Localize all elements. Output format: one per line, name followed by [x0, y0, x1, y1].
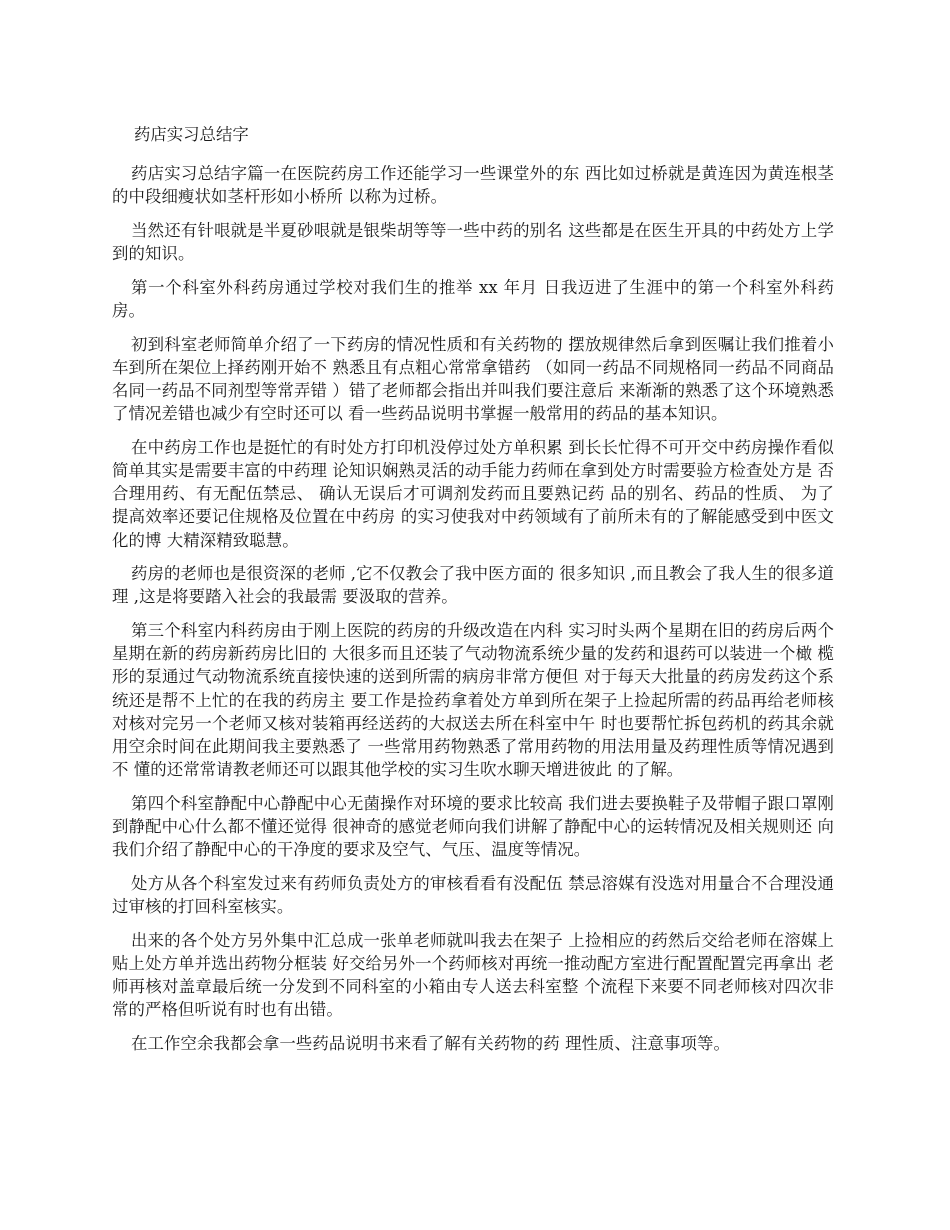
document-title: 药店实习总结字: [134, 125, 249, 144]
document-page: [112, 123, 834, 1065]
paragraph-intro: 药店实习总结字篇一在医院药房工作还能学习一些课堂外的东 西比如过桥就是黄连因为黄连根茎的中段细瘦状如茎杆形如小桥所 以称为过桥。: [112, 164, 834, 207]
paragraph-prescription-review: 处方从各个科室发过来有药师负责处方的审核看看有没配伍 禁忌溶媒有没选对用量合不合理没通过审核的打回科室核实。: [112, 873, 834, 917]
paragraph-herb-aliases: 当然还有针哏就是半夏砂哏就是银柴胡等等一些中药的别名 这些都是在医生开具的中药处方上学到的知识。: [112, 221, 834, 264]
paragraph-workflow: 出来的各个处方另外集中汇总成一张单老师就叫我去在架子 上捡相应的药然后交给老师在溶媒上贴上处方单并选出药物分框装 好交给另外一个药师核对再统一推动配方室进行配置配置完再拿出 老师再核对盖章最后统一分发到不同科室的小箱由专人送去科室整 个流程下来要不同老师核对四次非常的严格但听说有时也有出错。: [112, 930, 834, 1020]
paragraph-spare-time: 在工作空余我都会拿一些药品说明书来看了解有关药物的药 理性质、注意事项等。: [131, 1033, 730, 1053]
paragraph-pivas: 第四个科室静配中心静配中心无菌操作对环境的要求比较高 我们进去要换鞋子及带帽子跟口罩刚到静配中心什么都不懂还觉得 很神奇的感觉老师向我们讲解了静配中心的运转情况及相关规则还 向我们介绍了静配中心的干净度的要求及空气、气压、温度等情况。: [112, 793, 834, 860]
paragraph-teachers: 药房的老师也是很资深的老师 ,它不仅教会了我中医方面的 很多知识 ,而且教会了我人生的很多道理 ,这是将要踏入社会的我最需 要汲取的营养。: [112, 564, 834, 607]
paragraph-tcm-pharmacy: 在中药房工作也是挺忙的有时处方打印机没停过处方单积累 到长长忙得不可开交中药房操作看似简单其实是需要丰富的中药理 论知识娴熟灵活的动手能力药师在拿到处方时需要验方检查处方是 否合理用药、有无配伍禁忌、 确认无误后才可调剂发药而且要熟记药 品的别名、药品的性质、 为了提高效率还要记住规格及位置在中药房 的实习使我对中药领域有了前所未有的了解能感受到中医文化的博 大精深精致聪慧。: [112, 437, 834, 550]
paragraph-internal-pharmacy: 第三个科室内科药房由于刚上医院的药房的升级改造在内科 实习时头两个星期在旧的药房后两个星期在新的药房新药房比旧的 大很多而且还装了气动物流系统少量的发药和退药可以装进一个橄 榄形的泵通过气动物流系统直接快速的送到所需的病房非常方便但 对于每天大批量的药房发药这个系统还是帮不上忙的在我的药房主 要工作是捡药拿着处方单到所在架子上捡起所需的药品再给老师核 对核对完另一个老师又核对装箱再经送药的大叔送去所在科室中午 时也要帮忙拆包药机的药其余就用空余时间在此期间我主要熟悉了 一些常用药物熟悉了常用药物的用法用量及药理性质等情况遇到不 懂的还常常请教老师还可以跟其他学校的实习生吹水聊天增进彼此 的了解。: [112, 621, 834, 780]
paragraph-first-days: 初到科室老师简单介绍了一下药房的情况性质和有关药物的 摆放规律然后拿到医嘱让我们推着小车到所在架位上择药刚开始不 熟悉且有点粗心常常拿错药 （如同一药品不同规格同一药品不同商品 名同一药品不同剂型等常弄错 ）错了老师都会指出并叫我们要注意后 来渐渐的熟悉了这个环境熟悉了情况差错也减少有空时还可以 看一些药品说明书掌握一般常用的药品的基本知识。: [112, 334, 834, 424]
paragraph-surgery-pharmacy: 第一个科室外科药房通过学校对我们生的推举 xx 年月 日我迈进了生涯中的第一个科室外科药房。: [112, 277, 834, 320]
